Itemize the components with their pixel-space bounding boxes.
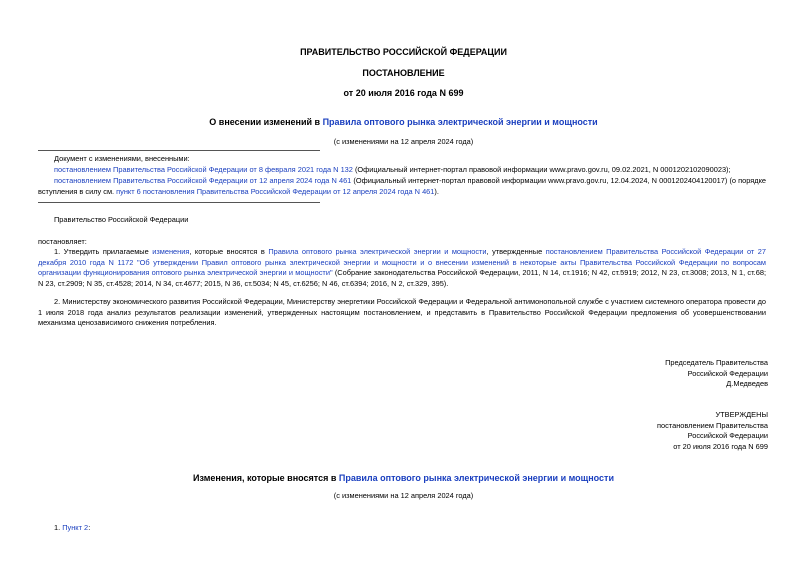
decree-1172-link[interactable]: постановлением Правительства Российской Федерации от 27 декабря 2010 года N 1172 "Об утверждении Правил оптового рынка электрической энергии и мощности и о внесении изменений в некоторые акты Правительства Российской Федерации по вопросам организации функционирования оптового рынка электрической энергии и мощности" (38, 247, 766, 278)
item-one-number: 1. (54, 523, 63, 532)
government-rf-text: Правительство Российской Федерации (54, 215, 189, 224)
decree-2021-link[interactable]: постановлением Правительства Российской Федерации от 8 февраля 2021 года N 132 (54, 165, 353, 174)
item-one-suffix: : (88, 523, 91, 532)
changes-title (0, 473, 807, 483)
amendment-note: (с изменениями на 12 апреля 2024 года) (333, 137, 474, 146)
changes-item-1 (54, 165, 766, 176)
government-heading: ПРАВИТЕЛЬСТВО РОССИЙСКОЙ ФЕДЕРАЦИИ (300, 47, 507, 57)
document-title-prefix: О внесении изменений в (209, 117, 323, 127)
rules-link-3[interactable]: Правила оптового рынка электрической энергии и мощности (338, 473, 614, 483)
item-one (54, 523, 766, 534)
changes-amendment-note: (с изменениями на 12 апреля 2024 года) (333, 491, 474, 500)
changes-intro: Документ с изменениями, внесенными: (54, 154, 190, 163)
signature-line-3: Д.Медведев (726, 379, 768, 389)
top-divider (38, 150, 320, 151)
paragraph-1-d: (Собрание законодательства Российской Федерации, 2011, N 14, ст.1916; N 42, ст.5919; 2012, N 23, ст.3008; 2013, N 1, ст.68; N 23, ст.2909; N 35, ст.4528; 2014, N 34, ст.4677; 2015, N 36, ст.5034; N 45, ст.6256; N 46, ст.6394; 2016, N 2, ст.329, 395). (38, 268, 767, 288)
changes-item-2 (38, 176, 766, 197)
decree-2024-point6-link[interactable]: пункт 6 постановления Правительства Российской Федерации от 12 апреля 2024 года N 461 (116, 186, 435, 196)
paragraph-2: 2. Министерству экономического развития Российской Федерации, Министерству энергетики Российской Федерации и Федеральной антимонопольной службе с участием системного оператора провести до 1 июля 2018 года анализ результатов реализации изменений, утвержденных настоящим постановлением, и представить в Правительство Российской Федерации предложения об усовершенствовании механизма ценозависимого снижения потребления. (38, 297, 766, 328)
document-type-heading: ПОСТАНОВЛЕНИЕ (362, 68, 445, 78)
point-2-link[interactable]: Пункт 2 (62, 523, 89, 532)
signature-line-1: Председатель Правительства (665, 358, 768, 367)
bottom-divider (38, 202, 320, 203)
decrees-text: постановляет: (38, 237, 87, 246)
signature-block (600, 358, 768, 390)
decree-2024-link[interactable]: постановлением Правительства Российской Федерации от 12 апреля 2024 года N 461 (54, 176, 352, 185)
paragraph-1-a: 1. Утвердить прилагаемые (54, 247, 153, 256)
approved-line-2: постановлением Правительства (657, 420, 768, 430)
paragraph-1 (38, 247, 766, 289)
changes-item-1-text: (Официальный интернет-портал правовой информации www.pravo.gov.ru, 09.02.2021, N 0001202102090023); (352, 165, 731, 174)
document-date-number: от 20 июля 2016 года N 699 (343, 88, 464, 98)
rules-link-2[interactable]: Правила оптового рынка электрической энергии и мощности (268, 247, 487, 256)
changes-title-prefix: Изменения, которые вносятся в (193, 473, 339, 483)
approved-block (600, 410, 768, 452)
paragraph-1-c: , утвержденные (486, 247, 546, 256)
changes-item-2-end: ). (434, 186, 439, 196)
paragraph-1-b: , которые вносятся в (189, 247, 269, 256)
approved-line-1: УТВЕРЖДЕНЫ (715, 410, 768, 419)
signature-line-2: Российской Федерации (687, 368, 768, 378)
approved-line-4: от 20 июля 2016 года N 699 (673, 441, 768, 451)
document-title (0, 117, 807, 127)
changes-link[interactable]: изменения (152, 247, 190, 256)
changes-item-2-text: (Официальный интернет-портал правовой информации www.pravo.gov.ru, 12.04.2024, N 0001202404120017) (о порядке вступления в силу см. (38, 176, 766, 196)
approved-line-3: Российской Федерации (687, 431, 768, 441)
rules-link[interactable]: Правила оптового рынка электрической энергии и мощности (322, 117, 598, 127)
